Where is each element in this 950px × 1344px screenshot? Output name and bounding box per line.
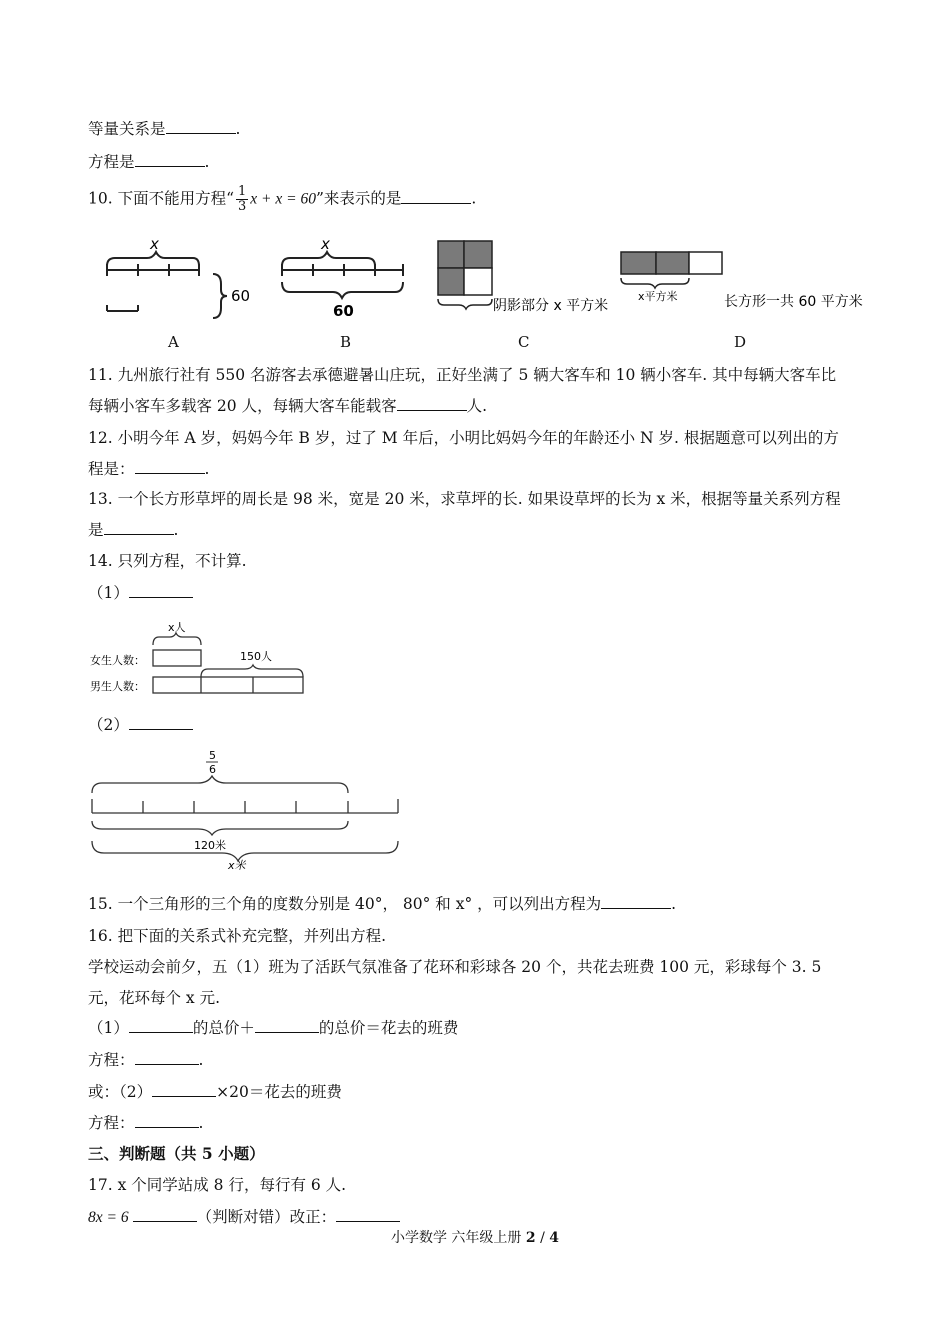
question-11-line2: 每辆小客车多载客 20 人，每辆大客车能载客 人. xyxy=(88,397,488,415)
figure-14-2 xyxy=(88,745,408,870)
svg-text:150人: 150人 xyxy=(240,650,272,663)
answer-blank[interactable] xyxy=(133,1207,197,1222)
answer-blank[interactable] xyxy=(152,1082,216,1097)
figure-a xyxy=(95,235,255,323)
svg-text:x人: x人 xyxy=(168,621,186,634)
question-17: 17. x 个同学站成 8 行，每行有 6 人. xyxy=(88,1176,347,1194)
svg-text:60: 60 xyxy=(333,302,354,320)
question-16-text1: 学校运动会前夕，五（1）班为了活跃气氛准备了花环和彩球各 20 个，共花去班费 100 元，彩球每个 3. 5 xyxy=(88,958,822,976)
svg-text:男生人数：: 男生人数： xyxy=(90,680,145,693)
option-b-label: B xyxy=(340,333,352,351)
figure-d xyxy=(618,238,868,323)
option-c-label: C xyxy=(518,333,530,351)
question-17-judgement: 8x = 6 （判断对错）改正： xyxy=(88,1206,400,1229)
answer-blank[interactable] xyxy=(129,583,193,598)
svg-text:60: 60 xyxy=(231,287,251,305)
answer-blank[interactable] xyxy=(255,1018,319,1033)
answer-blank[interactable] xyxy=(135,459,205,474)
section-3-heading: 三、判断题（共 5 小题） xyxy=(88,1144,265,1163)
answer-blank[interactable] xyxy=(135,152,205,167)
fraction-one-third: $\frac{1}{3}$ xyxy=(238,184,247,214)
question-13-line2: 是 . xyxy=(88,521,179,539)
answer-blank[interactable] xyxy=(401,189,471,204)
question-10: 10. 下面不能用方程“ $\frac{1}{3}$ x + x = 60”来表示的是 . xyxy=(88,184,477,214)
answer-blank[interactable] xyxy=(135,1113,199,1128)
question-13-line1: 13. 一个长方形草坪的周长是 98 米，宽是 20 米，求草坪的长. 如果设草坪的长为 x 米，根据等量关系列方程 xyxy=(88,490,841,508)
question-16-equation2: 方程： . xyxy=(88,1114,204,1132)
figure-14-1 xyxy=(88,615,318,700)
answer-blank[interactable] xyxy=(135,1050,199,1065)
question-14-part2: （2） xyxy=(88,714,193,736)
answer-blank[interactable] xyxy=(104,520,174,535)
svg-text:x米: x米 xyxy=(228,859,246,872)
svg-text:x: x xyxy=(150,235,159,253)
svg-text:x平方米: x平方米 xyxy=(638,290,678,303)
svg-text:5: 5 xyxy=(209,749,216,762)
q9-equation-line: 方程是 . xyxy=(88,153,210,171)
question-12-line2: 程是： . xyxy=(88,460,210,478)
answer-blank[interactable] xyxy=(336,1207,400,1222)
question-16-equation1: 方程： . xyxy=(88,1051,204,1069)
svg-text:6: 6 xyxy=(209,763,216,776)
option-d-label: D xyxy=(734,333,747,351)
svg-text:阴影部分 x 平方米: 阴影部分 x 平方米 xyxy=(493,298,609,314)
answer-blank[interactable] xyxy=(129,715,193,730)
question-16-part1: （1） 的总价＋ 的总价＝花去的班费 xyxy=(88,1019,459,1037)
q9-relation-line: 等量关系是 . xyxy=(88,120,241,138)
question-16: 16. 把下面的关系式补充完整，并列出方程. xyxy=(88,927,387,945)
question-14-part1: （1） xyxy=(88,582,193,604)
page-footer: 小学数学 六年级上册 2 / 4 xyxy=(390,1230,560,1246)
svg-text:x: x xyxy=(321,235,330,253)
option-a-label: A xyxy=(168,333,179,351)
answer-blank[interactable] xyxy=(166,119,236,134)
question-11-line1: 11. 九州旅行社有 550 名游客去承德避暑山庄玩，正好坐满了 5 辆大客车和 10 辆小客车. 其中每辆大客车比 xyxy=(88,366,837,384)
answer-blank[interactable] xyxy=(397,396,467,411)
question-14: 14. 只列方程，不计算. xyxy=(88,552,247,570)
question-12-line1: 12. 小明今年 A 岁，妈妈今年 B 岁，过了 M 年后，小明比妈妈今年的年龄还小 N 岁. 根据题意可以列出的方 xyxy=(88,429,839,447)
answer-blank[interactable] xyxy=(601,894,671,909)
svg-text:长方形一共 60 平方米: 长方形一共 60 平方米 xyxy=(724,294,863,310)
svg-text:120米: 120米 xyxy=(194,839,226,852)
figure-c xyxy=(435,238,625,323)
svg-text:女生人数：: 女生人数： xyxy=(90,654,145,667)
question-16-text2: 元，花环每个 x 元. xyxy=(88,989,221,1007)
question-16-part2: 或：（2） ×20＝花去的班费 xyxy=(88,1083,342,1101)
figure-b xyxy=(275,235,415,323)
question-15: 15. 一个三角形的三个角的度数分别是 40°， 80° 和 x° ，可以列出方程为 . xyxy=(88,895,677,913)
answer-blank[interactable] xyxy=(129,1018,193,1033)
